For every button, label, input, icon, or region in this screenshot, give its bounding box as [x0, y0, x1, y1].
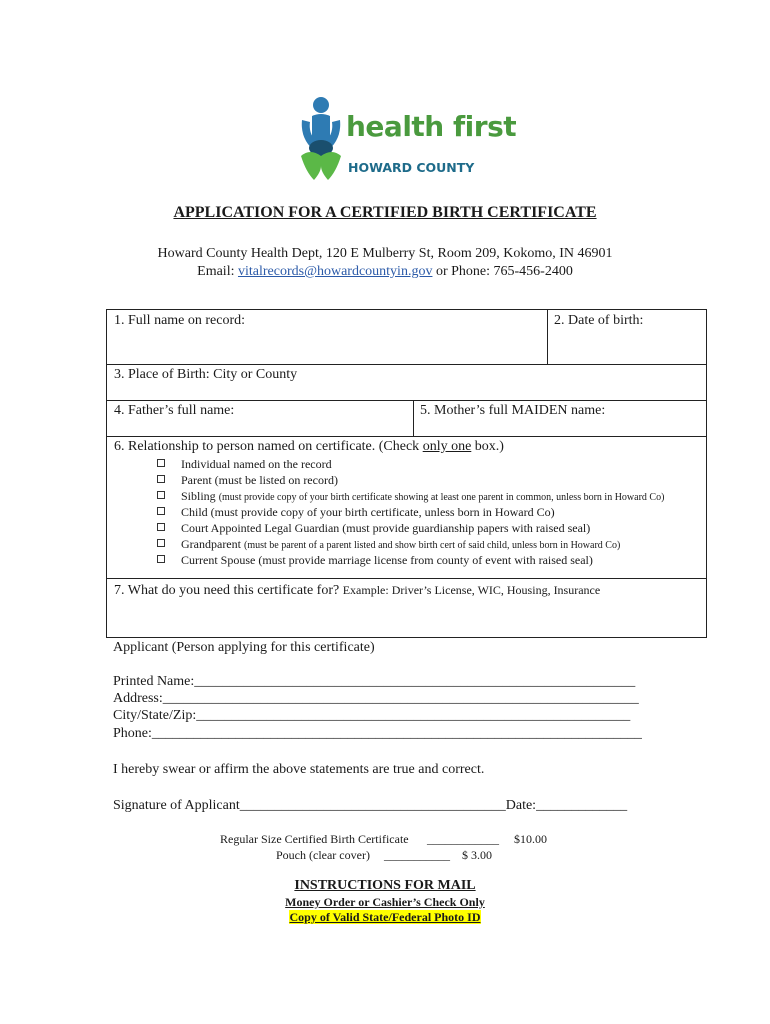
phone-text: or Phone: 765-456-2400 — [435, 264, 573, 279]
relationship-option-child[interactable] — [157, 504, 664, 520]
relationship-question — [114, 439, 504, 455]
email-label: Email: — [197, 264, 235, 279]
relationship-option-sibling[interactable] — [157, 488, 664, 504]
checkbox-icon[interactable] — [157, 539, 165, 547]
signature-line[interactable]: Signature of Applicant______________________________________Date:_____________ — [113, 798, 628, 813]
mail-instructions-heading: INSTRUCTIONS FOR MAIL — [294, 878, 476, 893]
relationship-question-suffix: box.) — [471, 439, 504, 454]
address-line: Howard County Health Dept, 120 E Mulberry St, Room 209, Kokomo, IN 46901 — [157, 246, 613, 261]
pouch-price: $ 3.00 — [462, 848, 492, 862]
pouch-label: Pouch (clear cover) — [276, 848, 370, 862]
option-label: Parent (must be listed on record) — [181, 473, 338, 487]
relationship-option-parent[interactable] — [157, 472, 664, 488]
relationship-option-guardian[interactable] — [157, 520, 664, 536]
full-name-field[interactable]: 1. Full name on record: — [114, 313, 246, 328]
health-first-logo — [296, 96, 517, 186]
option-note: (must provide copy of your birth certificate showing at least one parent in common, unless born in Howard Co) — [218, 492, 665, 503]
checkbox-icon[interactable] — [157, 491, 165, 499]
purpose-question: 7. What do you need this certificate for? — [114, 583, 340, 598]
regular-certificate-price: $10.00 — [514, 832, 547, 846]
option-note: (must be parent of a parent listed and show birth cert of said child, unless born in Howard Co) — [243, 540, 621, 551]
place-of-birth-field[interactable]: 3. Place of Birth: City or County — [114, 367, 298, 382]
relationship-option-grandparent[interactable] — [157, 536, 664, 552]
pouch-quantity[interactable]: ___________ — [384, 848, 450, 862]
logo-sub-text: HOWARD COUNTY — [348, 160, 475, 175]
id-instruction: Copy of Valid State/Federal Photo ID — [289, 910, 481, 924]
address-line-field[interactable]: Address:____________________________________________________________________ — [113, 691, 639, 706]
contact-line — [0, 264, 770, 280]
checkbox-icon[interactable] — [157, 555, 165, 563]
printed-name-line[interactable]: Printed Name:_______________________________________________________________ — [113, 674, 636, 689]
logo-figure-icon — [296, 96, 346, 186]
logo-main-text: health first — [346, 110, 517, 143]
checkbox-icon[interactable] — [157, 459, 165, 467]
affirmation-statement: I hereby swear or affirm the above statements are true and correct. — [113, 762, 485, 777]
relationship-options — [157, 456, 664, 568]
application-form — [106, 309, 707, 638]
mothers-maiden-name-field[interactable]: 5. Mother’s full MAIDEN name: — [420, 403, 606, 418]
fathers-name-field[interactable]: 4. Father’s full name: — [114, 403, 235, 418]
regular-certificate-quantity[interactable]: ____________ — [427, 832, 499, 846]
city-state-zip-line[interactable]: City/State/Zip:______________________________________________________________ — [113, 708, 631, 723]
option-label: Individual named on the record — [181, 457, 332, 471]
date-of-birth-field[interactable]: 2. Date of birth: — [554, 313, 644, 328]
option-label: Sibling — [181, 489, 216, 503]
document-title: APPLICATION FOR A CERTIFIED BIRTH CERTIFICATE — [173, 204, 597, 221]
regular-certificate-label: Regular Size Certified Birth Certificate — [220, 832, 409, 846]
phone-line[interactable]: Phone:______________________________________________________________________ — [113, 726, 642, 741]
relationship-question-text: 6. Relationship to person named on certificate. (Check — [114, 439, 423, 454]
option-label: Court Appointed Legal Guardian (must provide guardianship papers with raised seal) — [181, 521, 591, 535]
relationship-question-emphasis: only one — [422, 439, 472, 454]
option-label: Current Spouse (must provide marriage license from county of event with raised seal) — [181, 553, 593, 567]
checkbox-icon[interactable] — [157, 475, 165, 483]
checkbox-icon[interactable] — [157, 523, 165, 531]
option-label: Child (must provide copy of your birth certificate, unless born in Howard Co) — [181, 505, 555, 519]
relationship-option-individual[interactable] — [157, 456, 664, 472]
checkbox-icon[interactable] — [157, 507, 165, 515]
relationship-option-spouse[interactable] — [157, 552, 664, 568]
email-link[interactable]: vitalrecords@howardcountyin.gov — [237, 264, 433, 279]
purpose-example: Example: Driver’s License, WIC, Housing, Insurance — [342, 583, 601, 597]
id-instruction-wrap — [0, 910, 770, 925]
option-label: Grandparent — [181, 537, 241, 551]
payment-instruction: Money Order or Cashier’s Check Only — [285, 895, 485, 909]
certificate-purpose-field[interactable] — [114, 583, 600, 599]
applicant-heading: Applicant (Person applying for this certificate) — [113, 640, 375, 655]
